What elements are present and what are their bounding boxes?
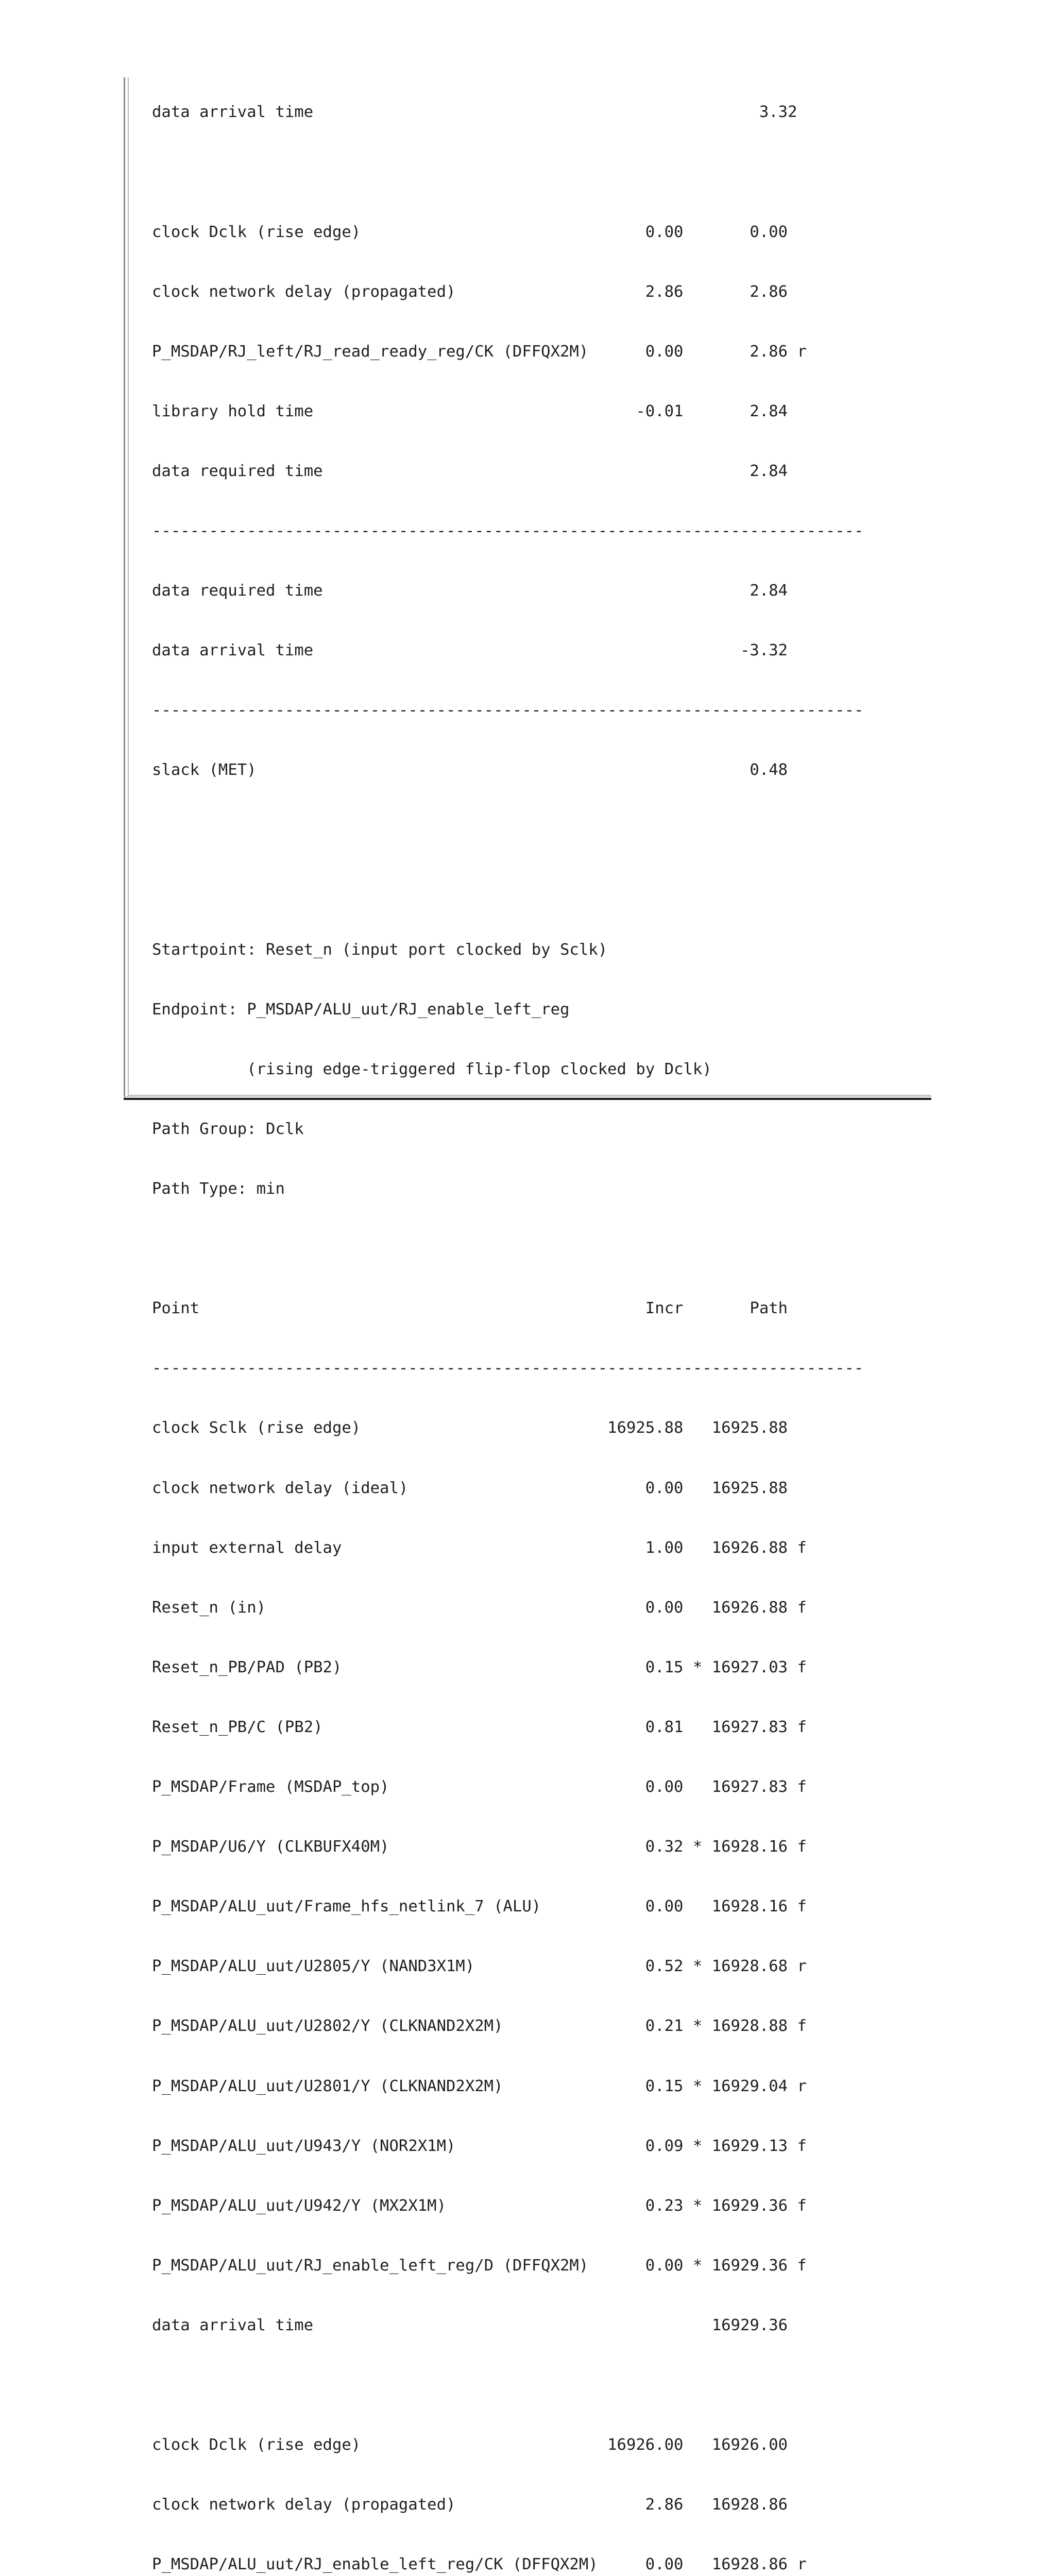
report-line: [152, 821, 863, 841]
report-line: data required time 2.84: [152, 462, 788, 480]
report-line: P_MSDAP/U6/Y (CLKBUFX40M) 0.32 * 16928.16 f: [152, 1838, 807, 1856]
report-line: clock network delay (ideal) 0.00 16925.88: [152, 1479, 788, 1497]
report-line: (rising edge-triggered flip-flop clocked by Dclk): [152, 1060, 712, 1078]
report-line: clock Dclk (rise edge) 16926.00 16926.00: [152, 2436, 788, 2454]
separator-line: ---------------------------------------------------------------------------: [152, 701, 864, 720]
report-line: clock Dclk (rise edge) 0.00 0.00: [152, 223, 788, 241]
report-line: data arrival time -3.32: [152, 641, 788, 660]
path-type-line: Path Type: min: [152, 1180, 285, 1198]
report-line: Reset_n_PB/C (PB2) 0.81 16927.83 f: [152, 1718, 807, 1736]
report-line: P_MSDAP/ALU_uut/RJ_enable_left_reg/CK (DFFQX2M) 0.00 16928.86 r: [152, 2555, 807, 2574]
separator-line: ---------------------------------------------------------------------------: [152, 522, 864, 540]
report-line: P_MSDAP/RJ_left/RJ_read_ready_reg/CK (DFFQX2M) 0.00 2.86 r: [152, 342, 807, 361]
viewer-border-left: [124, 77, 125, 1100]
report-line: [152, 1239, 863, 1259]
report-line: P_MSDAP/ALU_uut/U2805/Y (NAND3X1M) 0.52 * 16928.68 r: [152, 1957, 807, 1976]
report-line: Reset_n (in) 0.00 16926.88 f: [152, 1598, 807, 1617]
report-line: library hold time -0.01 2.84: [152, 402, 788, 420]
report-line: P_MSDAP/ALU_uut/U2802/Y (CLKNAND2X2M) 0.21 * 16928.88 f: [152, 2017, 807, 2036]
report-line: P_MSDAP/ALU_uut/RJ_enable_left_reg/D (DFFQX2M) 0.00 * 16929.36 f: [152, 2256, 807, 2275]
report-line: clock network delay (propagated) 2.86 2.86: [152, 282, 788, 301]
report-line: [152, 880, 863, 901]
report-line: P_MSDAP/ALU_uut/U943/Y (NOR2X1M) 0.09 * 16929.13 f: [152, 2137, 807, 2155]
slack-line: slack (MET) 0.48: [152, 761, 788, 779]
report-line: P_MSDAP/ALU_uut/U2801/Y (CLKNAND2X2M) 0.15 * 16929.04 r: [152, 2077, 807, 2095]
path-group-line: Path Group: Dclk: [152, 1120, 304, 1138]
timing-report-text: [152, 63, 863, 2576]
report-line: [152, 2376, 863, 2396]
report-line: data arrival time 3.32: [152, 103, 797, 122]
report-line: P_MSDAP/ALU_uut/Frame_hfs_netlink_7 (ALU) 0.00 16928.16 f: [152, 1897, 807, 1916]
report-line: Reset_n_PB/PAD (PB2) 0.15 * 16927.03 f: [152, 1658, 807, 1676]
viewer-border-left-inner: [128, 77, 129, 1097]
report-line: P_MSDAP/Frame (MSDAP_top) 0.00 16927.83 f: [152, 1778, 807, 1797]
report-line: [152, 163, 863, 183]
report-line: input external delay 1.00 16926.88 f: [152, 1538, 807, 1557]
report-viewer[interactable]: [124, 77, 931, 2574]
report-line: data arrival time 16929.36: [152, 2316, 788, 2334]
report-line: P_MSDAP/ALU_uut/U942/Y (MX2X1M) 0.23 * 16929.36 f: [152, 2196, 807, 2215]
separator-line: ---------------------------------------------------------------------------: [152, 1359, 864, 1378]
report-line: clock Sclk (rise edge) 16925.88 16925.88: [152, 1419, 788, 1437]
report-line: clock network delay (propagated) 2.86 16928.86: [152, 2496, 788, 2514]
endpoint-line: Endpoint: P_MSDAP/ALU_uut/RJ_enable_left_reg: [152, 1000, 570, 1019]
column-header-line: Point Incr Path: [152, 1299, 788, 1318]
report-line: data required time 2.84: [152, 582, 788, 600]
startpoint-line: Startpoint: Reset_n (input port clocked by Sclk): [152, 940, 608, 959]
